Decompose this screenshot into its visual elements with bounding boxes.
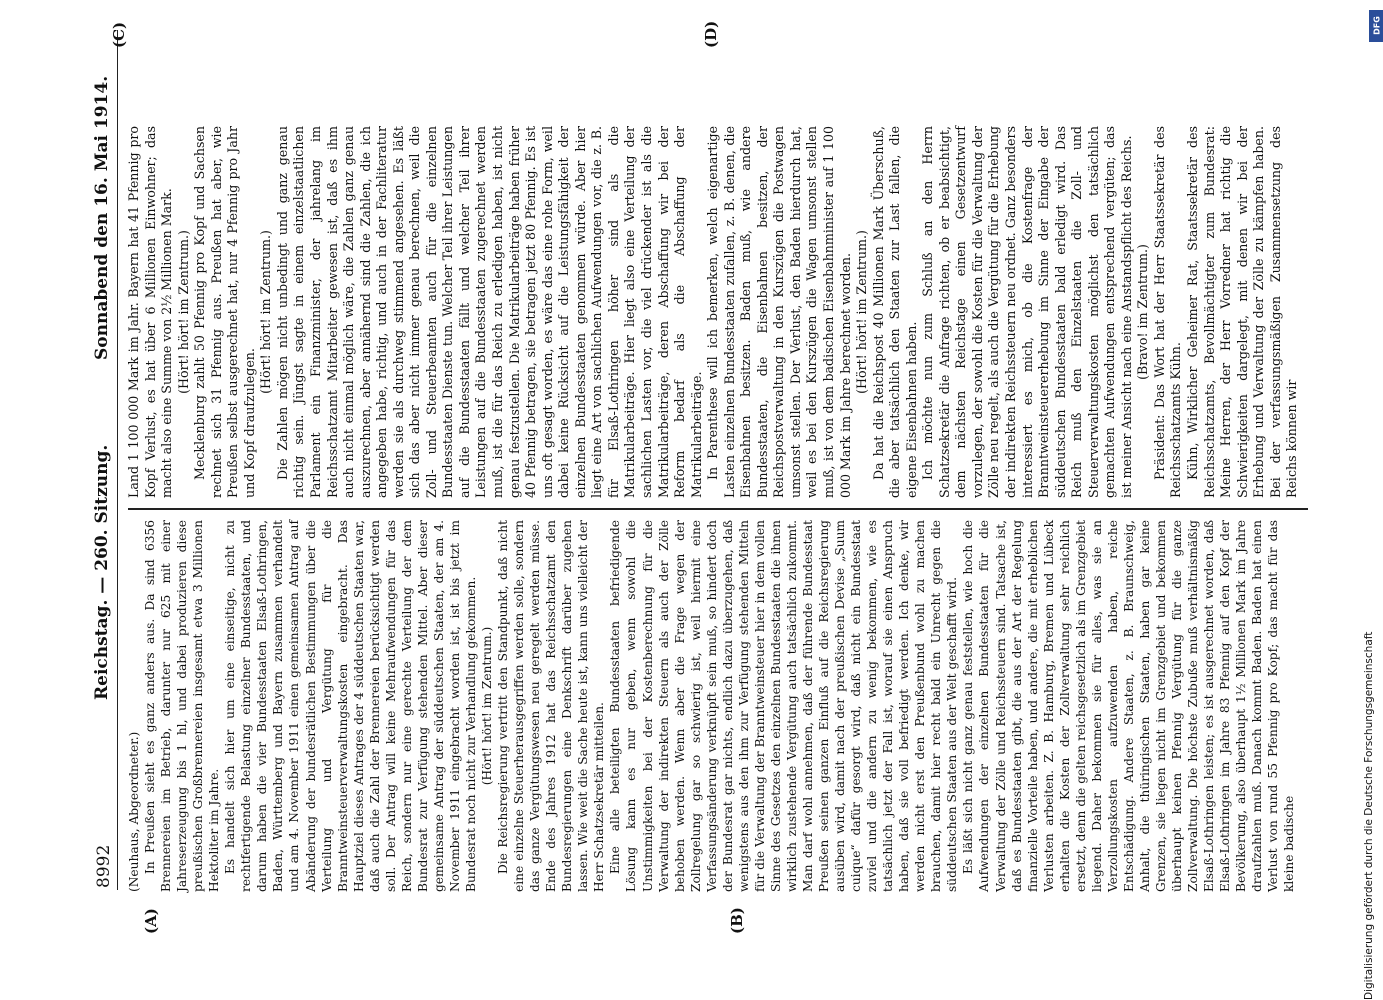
digitization-notice: Digitalisierung gefördert durch die Deutsche Forschungsgemeinschaft [1363, 631, 1375, 1000]
paragraph: Eine alle beteiligten Bundesstaaten befriedigende Lösung kann es nur geben, wenn sowohl die Unstimmigkeiten bei der Kostenberechnung für die Verwaltung der indirekten Steuern als auch der Zölle behoben werden. Wenn aber die Frage wegen der Zollregelung gar so schwierig ist, weil hiermit eine Verfassungsänderung verknüpft sein muß, so hindert doch der Bundesrat gar nichts, endlich dazu überzugehen, daß wenigstens aus den ihm zur Verfügung stehenden Mitteln für die Verwaltung der Branntweinsteuer hier in dem vollen Sinne des Gesetzes den einzelnen Bundesstaaten die ihnen wirklich zustehende Vergütung auch tatsächlich zukommt. Man darf wohl annehmen, daß der führende Bundesstaat Preußen seinen ganzen Einfluß auf die Reichsregierung ausüben wird, damit nach der preußischen Devise „Suum cuique“ dafür gesorgt wird, daß nicht ein Bundesstaat zuviel und die andern zu wenig bekommen, wie es tatsächlich jetzt der Fall ist, worauf sie einen Anspruch haben, daß sie voll befriedigt werden. Ich denke, wir werden nicht erst den Preußenbund wohl zu machen brauchen, damit hier recht bald ein Unrecht gegen die süddeutschen Staaten aus der Welt geschafft wird. [608, 520, 960, 892]
president-remark: Präsident: Das Wort hat der Herr Staatssekretär des Reichsschatzamts Kühn. [1151, 126, 1184, 498]
interjection: (Hört! hört! im Zentrum.) [854, 230, 870, 394]
margin-letter-d: (D) [702, 20, 720, 48]
margin-letter-b: (B) [728, 907, 746, 934]
right-text-column [126, 126, 1301, 498]
column-divider [128, 508, 1308, 510]
paragraph: Mecklenburg zahlt 50 Pfennig pro Kopf und Sachsen rechnet sich 31 Pfennig aus. Preußen hat aber, wie Preußen selbst ausgerechnet hat, nur 4 Pfennig pro Jahr und Kopf draufzulegen. [192, 126, 257, 498]
paragraph: Land 1 100 000 Mark im Jahr. Bayern hat 41 Pfennig pro Kopf Verlust, es hat über 6 Millionen Einwohner; das macht also eine Summe von 2½ Millionen Mark. [126, 126, 175, 498]
paragraph: In Preußen sieht es ganz anders aus. Da sind 6356 Brennereien im Betrieb, darunter nur 625 mit einer Jahreserzeugung bis 1 hl, und dabei produzieren diese preußischen Großbrennereien insgesamt etwa 3 Millionen Hektoliter im Jahre. [143, 520, 222, 892]
speaker-tag: (Neuhaus, Abgeordneter.) [127, 731, 141, 892]
section-title: Reichstag. — 260. Sitzung. [92, 444, 112, 700]
paragraph: Da hat die Reichspost 40 Millionen Mark Überschuß, die aber tatsächlich den Staaten zur Last fallen, die eigene Eisenbahnen haben. [870, 126, 919, 498]
left-text-column [126, 520, 1297, 892]
speaker-remark: Kühn, Wirklicher Geheimer Rat, Staatssekretär des Reichsschatzamts, Bevollmächtigter zum Bundesrat: Meine Herren, der Herr Vorredner hat richtig die Schwierigkeiten dargelegt, mit denen wir bei der Erhebung und Verwaltung der Zölle zu kämpfen haben. Bei der verfassungsmäßigen Zusammensetzung des Reichs können wir [1185, 126, 1300, 498]
paragraph: Die Reichsregierung vertritt den Standpunkt, daß nicht eine einzelne Steuerherausgegriffen werden solle, sondern das ganze Vergütungswesen neu geregelt werden müsse. Ende des Jahres 1912 hat das Reichsschatzamt den Bundesregierungen eine Denkschrift darüber zugehen lassen. Wie weit die Sache heute ist, kann uns vielleicht der Herr Schatzsekretär mitteilen. [496, 520, 607, 892]
paragraph: Es läßt sich nicht ganz genau feststellen, wie hoch die Aufwendungen der einzelnen Bundesstaaten für die Verwaltung der Zölle und Reichssteuern sind. Tatsache ist, daß es Bundesstaaten gibt, die aus der Art der Regelung finanzielle Vorteile haben, und andere, die mit erheblichen Verlusten arbeiten. Z. B. Hamburg, Bremen und Lübeck erhalten die Kosten der Zollverwaltung sehr reichlich ersetzt, denn die gelten reichsgesetzlich als im Grenzgebiet liegend. Daher bekommen sie für alles, was sie an Verzollungskosten aufzuwenden haben, reiche Entschädigung. Andere Staaten, z. B. Braunschweig, Anhalt, die thüringischen Staaten, haben gar keine Grenzen, sie liegen nicht im Grenzgebiet und bekommen überhaupt keinen Pfennig Vergütung für die ganze Zollverwaltung. Die höchste Zubuße muß verhältnismäßig Elsaß-Lothringen leisten; es ist ausgerechnet worden, daß Elsaß-Lothringen im Jahre 83 Pfennig auf den Kopf der Bevölkerung, also überhaupt 1½ Millionen Mark im Jahre draufzahlen muß. Danach kommt Baden. Baden hat einen Verlust von rund 55 Pfennig pro Kopf; das macht für das kleine badische [961, 520, 1297, 892]
interjection: (Hört! hört! im Zentrum.) [480, 626, 495, 786]
interjection: (Hört! hört! im Zentrum.) [175, 230, 191, 394]
paragraph: In Parenthese will ich bemerken, welch eigenartige Lasten einzelnen Bundesstaaten zufallen, z. B. denen, die Eisenbahnen besitzen. Baden muß, wie andere Bundesstaaten, die Eisenbahnen besitzen, der Reichspostverwaltung in den Kurszügen die Postwagen umsonst stellen. Der Verlust, den Baden hierdurch hat, weil es bei den Kurszügen die Wagen umsonst stellen muß, ist von dem badischen Eisenbahnminister auf 1 100 000 Mark im Jahre berechnet worden. [705, 126, 853, 498]
page-number: 8992 [94, 844, 114, 888]
header-rule [117, 30, 118, 890]
paragraph: Die Zahlen mögen nicht unbedingt und ganz genau richtig sein. Jüngst sagte in einem einzelstaatlichen Parlament ein Finanzminister, der jahrelang im Reichsschatzamt Mitarbeiter gewesen ist, daß es ihm auch nicht einmal möglich wäre, die Zahlen ganz genau auszurechnen, aber annähernd sind die Zahlen, die ich angegeben habe, richtig, und auch in der Fachliteratur werden sie als durchweg stimmend angesehen. Es läßt sich das aber nicht immer genau berechnen, weil die Zoll- und Steuerbeamten auch für die einzelnen Bundesstaaten Dienste tun. Welcher Teil ihrer Leistungen auf die Bundesstaaten fällt und welcher Teil ihrer Leistungen auf die Bundesstaaten zugerechnet werden muß, ist die für das Reich zu erledigen haben, ist nicht genau festzustellen. Die Matrikularbeiträge haben früher 40 Pfennig betragen, sie betragen jetzt 80 Pfennig. Es ist uns oft gesagt worden, es wäre das eine rohe Form, weil dabei keine Rücksicht auf die Leistungsfähigkeit der einzelnen Bundesstaaten genommen würde. Aber hier liegt eine Art von sachlichen Aufwendungen vor, die z. B. für Elsaß-Lothringen höher sind als die Matrikularbeiträge. Hier liegt also eine Verteilung der sachlichen Lasten vor, die viel drückender ist als die Matrikularbeiträge, deren Abschaffung wir bei der Reform bedarf als die Abschaffung der Matrikularbeiträge. [274, 126, 704, 498]
interjection: (Hört! hört! im Zentrum.) [258, 230, 274, 394]
dfg-logo: DFG [1369, 10, 1383, 42]
margin-letter-a: (A) [142, 908, 160, 934]
paragraph: Es handelt sich hier um eine einseitige, nicht zu rechtfertigende Belastung einzelner Bundesstaaten, und darum haben die vier Bundesstaaten Elsaß-Lothringen, Baden, Württemberg und Bayern zusammen verhandelt und am 4. November 1911 einen gemeinsamen Antrag auf Abänderung der bundesrätlichen Bestimmungen über die Verteilung und Vergütung für die Branntweinsteuerverwaltungskosten eingebracht. Das Hauptziel dieses Antrages der 4 süddeutschen Staaten war, daß auch die Zahl der Brennereien berücksichtigt werden soll. Der Antrag will keine Mehraufwendungen für das Reich, sondern nur eine gerechte Verteilung der dem Bundesrat zur Verfügung stehenden Mittel. Aber dieser gemeinsame Antrag der süddeutschen Staaten, der am 4. November 1911 eingebracht worden ist, ist bis jetzt im Bundesrat noch nicht zur Verhandlung gekommen. [223, 520, 478, 892]
interjection: (Bravo! im Zentrum.) [1135, 244, 1151, 380]
margin-letter-c: (C) [110, 21, 128, 48]
session-date: Sonnabend den 16. Mai 1914. [92, 75, 112, 360]
paragraph: Ich möchte nun zum Schluß an den Herrn Schatzsekretär die Anfrage richten, ob er beabsichtigt, dem nächsten Reichstage einen Gesetzentwurf vorzulegen, der sowohl die Kosten für die Verwaltung der Zölle neu regelt, als auch die Vergütung für die Erhebung der indirekten Reichssteuern neu ordnet. Ganz besonders interessiert es mich, ob die Kostenfrage der Branntweinsteuererhebung im Sinne der Eingabe der süddeutschen Bundesstaaten bald erledigt wird. Das Reich muß den Einzelstaaten die Zoll- und Steuerverwaltungskosten möglichst den tatsächlich gemachten Aufwendungen entsprechend vergüten; das ist meiner Ansicht nach eine Anstandspflicht des Reichs. [920, 126, 1134, 498]
